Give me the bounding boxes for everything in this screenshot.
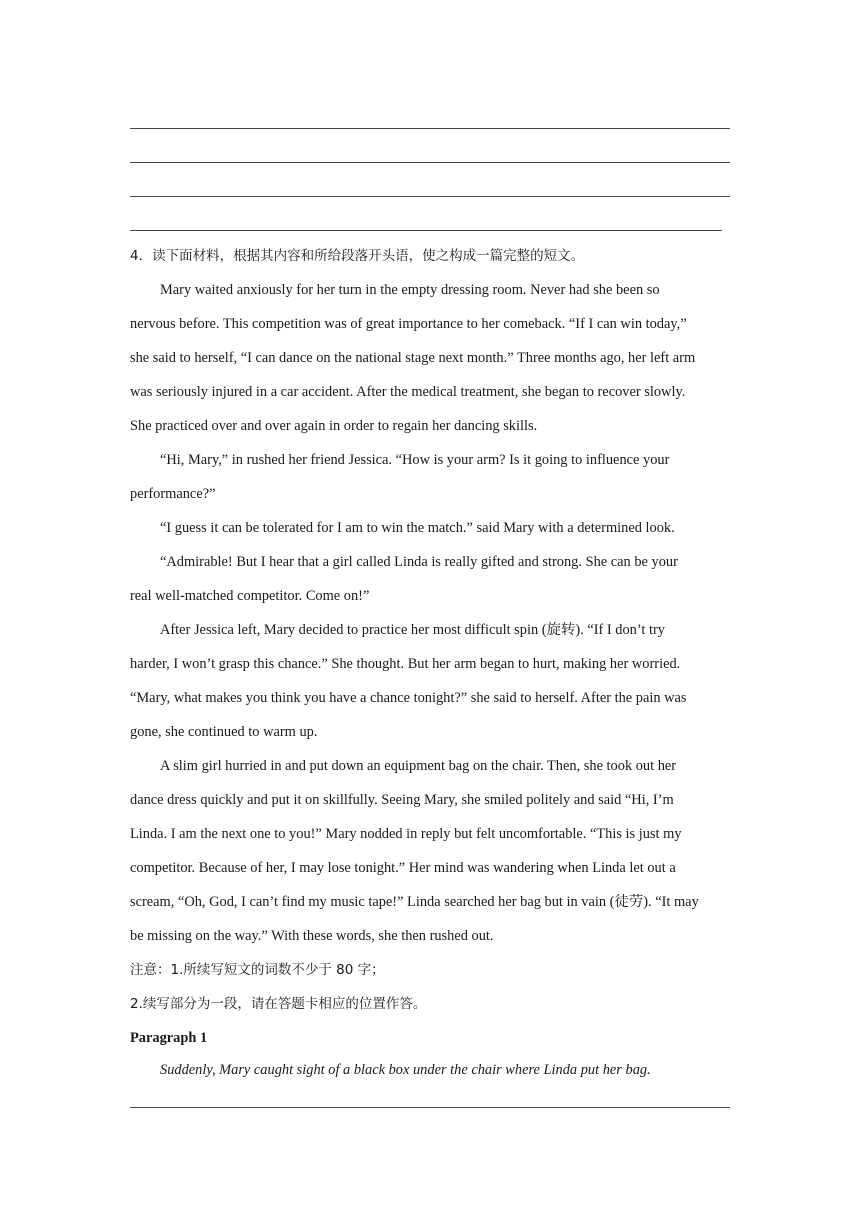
answer-line: [130, 162, 730, 163]
story-line: scream, “Oh, God, I can’t find my music tape!” Linda searched her bag but in vain (徒劳). “It may: [130, 894, 699, 910]
paragraph-heading: Paragraph 1: [130, 1030, 208, 1046]
story-line: be missing on the way.” With these words, she then rushed out.: [130, 928, 494, 944]
story-line: “Hi, Mary,” in rushed her friend Jessica. “How is your arm? Is it going to influence your: [160, 452, 670, 468]
story-line: gone, she continued to warm up.: [130, 724, 318, 740]
story-line: was seriously injured in a car accident. After the medical treatment, she began to recover slowly.: [130, 384, 686, 400]
story-line: She practiced over and over again in order to regain her dancing skills.: [130, 418, 538, 434]
answer-line: [130, 1107, 730, 1108]
story-line: dance dress quickly and put it on skillfully. Seeing Mary, she smiled politely and said “Hi, I’m: [130, 792, 674, 808]
story-line: Linda. I am the next one to you!” Mary nodded in reply but felt uncomfortable. “This is just my: [130, 826, 682, 842]
story-line: real well-matched competitor. Come on!”: [130, 588, 370, 604]
paragraph-opening: Suddenly, Mary caught sight of a black box under the chair where Linda put her bag.: [160, 1062, 651, 1078]
story-line: A slim girl hurried in and put down an equipment bag on the chair. Then, she took out her: [160, 758, 677, 774]
story-line: harder, I won’t grasp this chance.” She thought. But her arm began to hurt, making her worried.: [130, 656, 681, 672]
story-line: performance?”: [130, 486, 216, 502]
answer-line: [130, 230, 722, 231]
note-answer-location: 2.续写部分为一段，请在答题卡相应的位置作答。: [130, 996, 427, 1012]
answer-line: [130, 128, 730, 129]
story-line: “Mary, what makes you think you have a chance tonight?” she said to herself. After the pain was: [130, 690, 687, 706]
question-instruction: 4．读下面材料，根据其内容和所给段落开头语，使之构成一篇完整的短文。: [130, 248, 585, 264]
story-line: “I guess it can be tolerated for I am to win the match.” said Mary with a determined look.: [160, 520, 675, 536]
story-line: competitor. Because of her, I may lose tonight.” Her mind was wandering when Linda let out a: [130, 860, 676, 876]
story-line: nervous before. This competition was of great importance to her comeback. “If I can win today,”: [130, 316, 687, 332]
answer-line: [130, 196, 730, 197]
story-line: “Admirable! But I hear that a girl called Linda is really gifted and strong. She can be your: [160, 554, 678, 570]
story-line: After Jessica left, Mary decided to practice her most difficult spin (旋转). “If I don’t try: [160, 622, 665, 638]
story-line: Mary waited anxiously for her turn in the empty dressing room. Never had she been so: [160, 282, 660, 298]
note-word-count: 注意：1.所续写短文的词数不少于 80 字；: [130, 962, 385, 978]
story-line: she said to herself, “I can dance on the national stage next month.” Three months ago, her left arm: [130, 350, 696, 366]
